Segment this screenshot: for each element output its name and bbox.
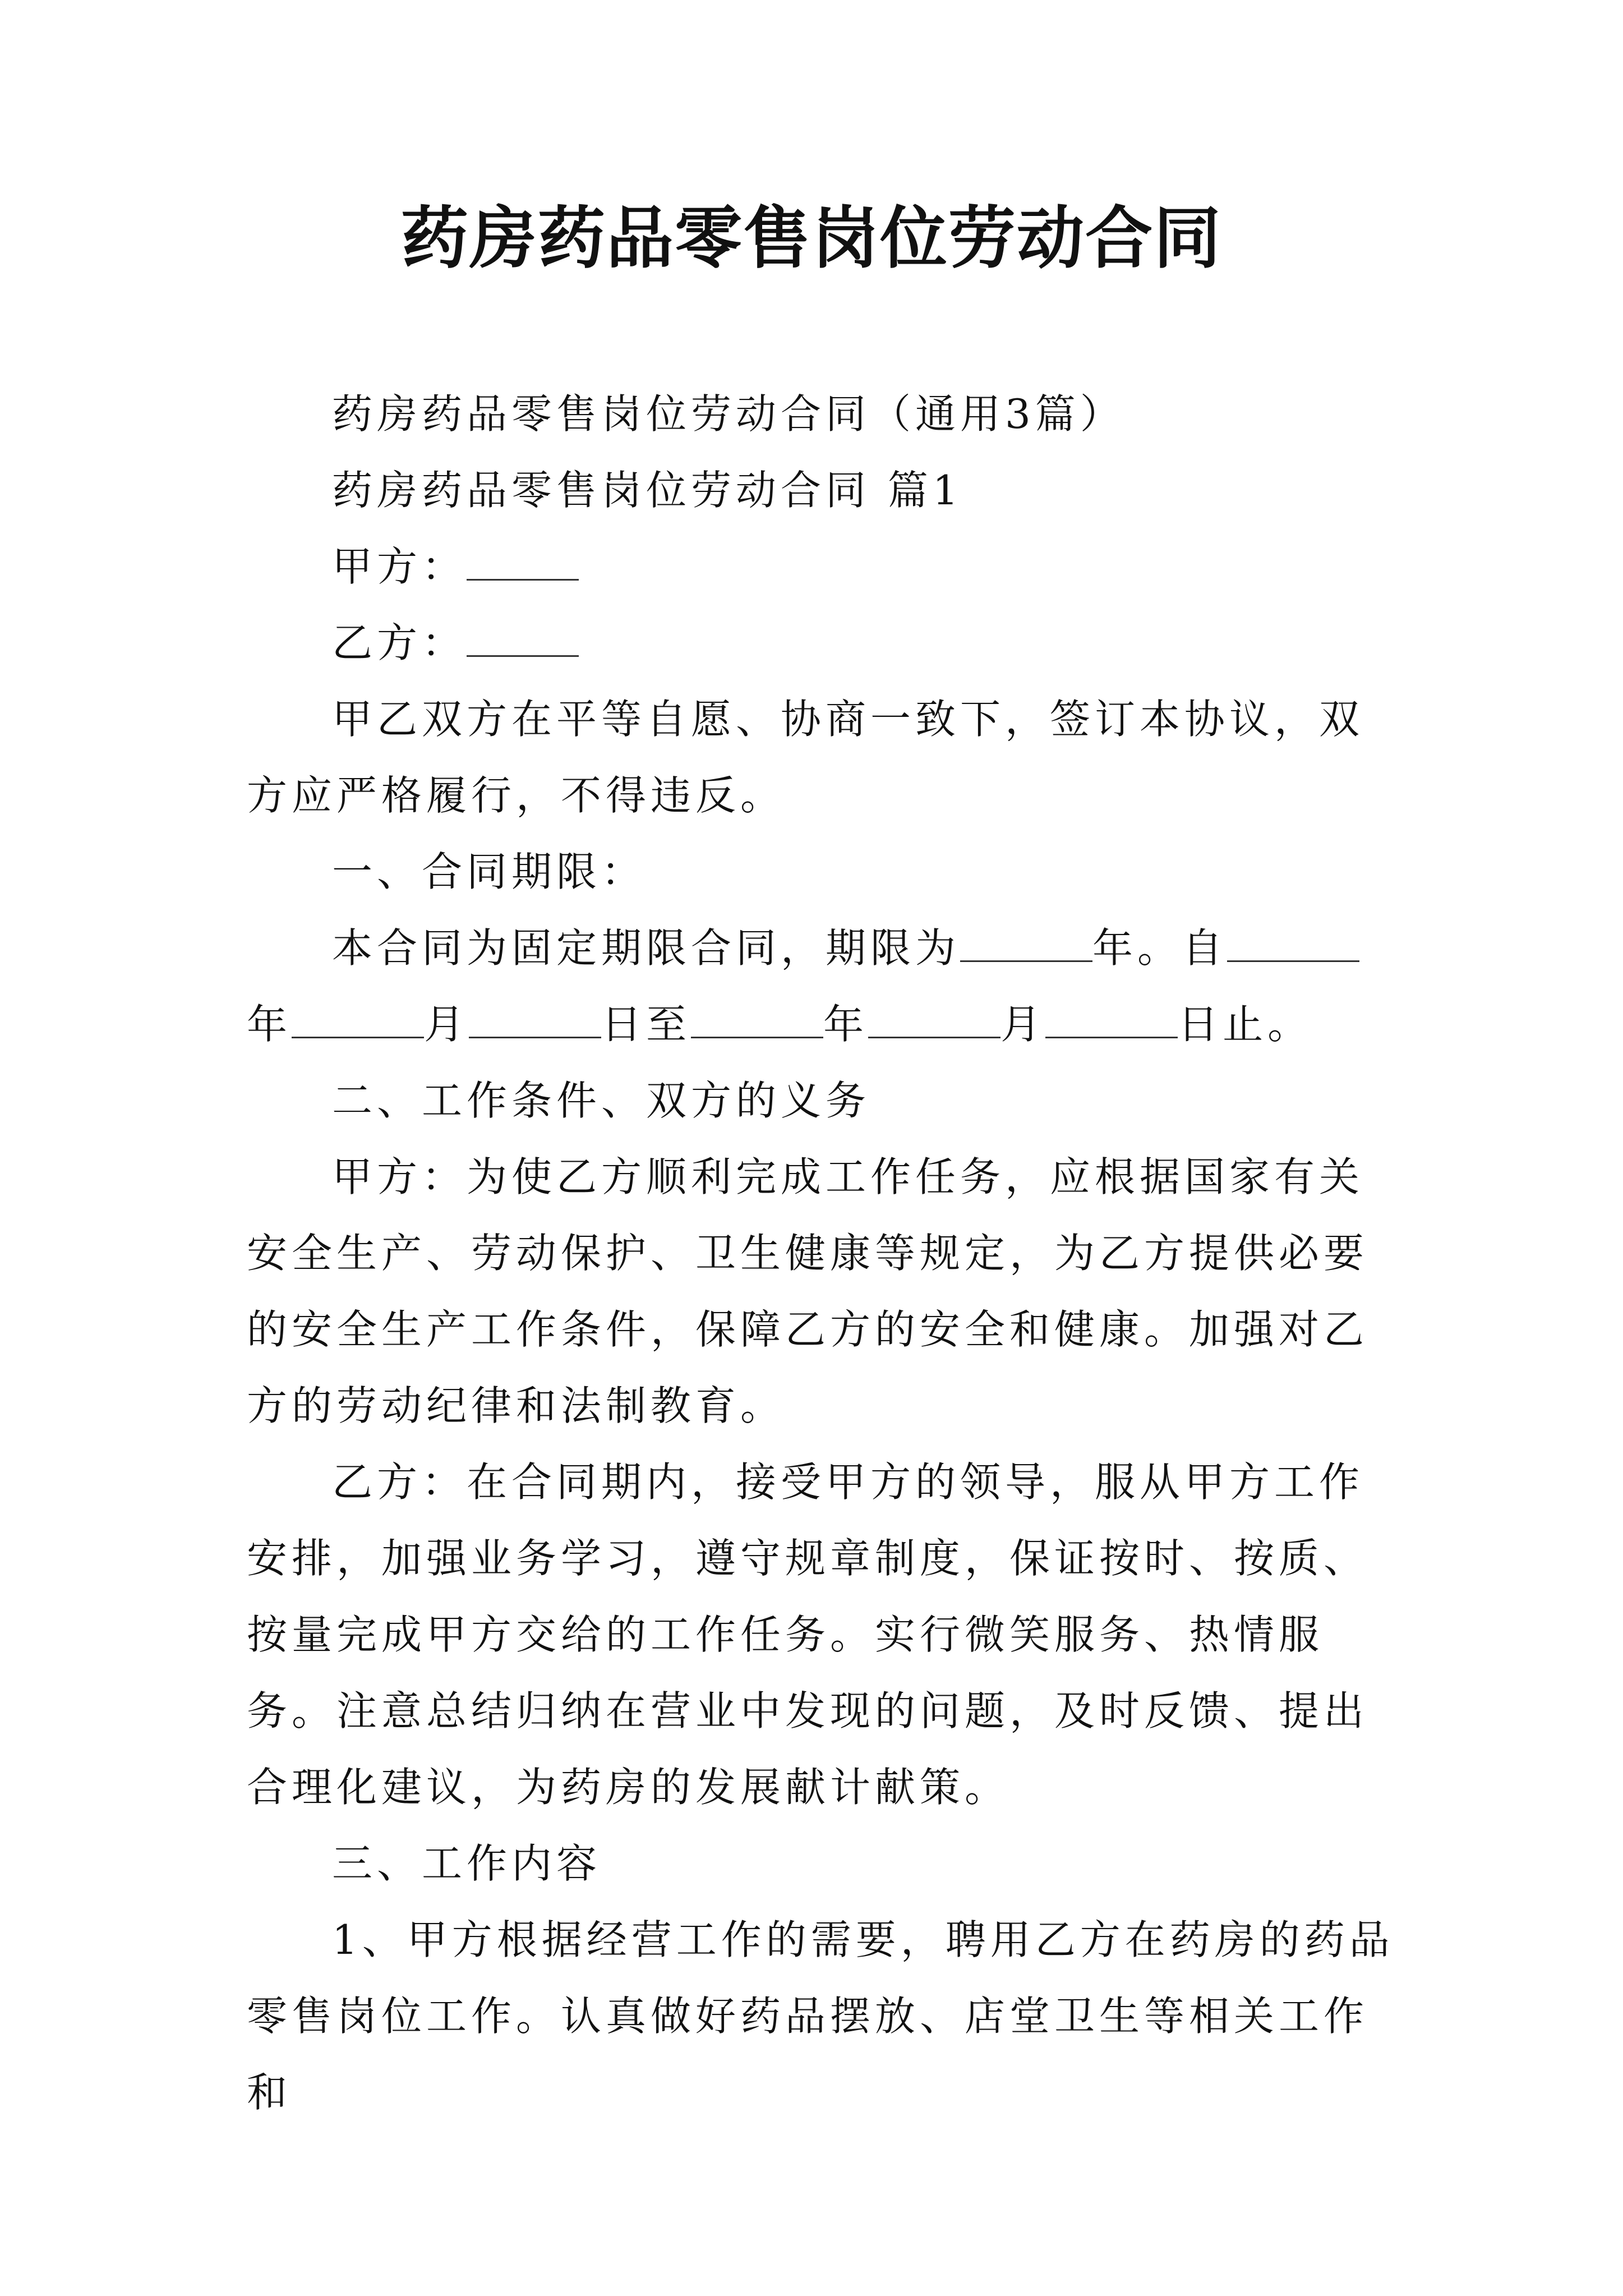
end-month-blank xyxy=(868,994,1000,1038)
intro-heading: 药房药品零售岗位劳动合同（通用3篇） xyxy=(332,390,1125,438)
end-month-unit: 月 xyxy=(1000,1001,1046,1048)
start-month-unit: 月 xyxy=(424,1001,469,1048)
term-prefix: 本合同为固定期限合同，期限为 xyxy=(332,924,961,972)
start-year-unit: 年 xyxy=(247,1001,292,1048)
party-a-duty-paragraph: 甲方：为使乙方顺利完成工作任务，应根据国家有关安全生产、劳动保护、卫生健康等规定，为乙方提供必要的安全生产工作条件，保障乙方的安全和健康。加强对乙方的劳动纪律和法制教育。 xyxy=(247,1153,1369,1429)
end-year-blank xyxy=(691,994,823,1038)
party-a-blank xyxy=(467,536,579,581)
document-body xyxy=(247,376,1396,2131)
start-month-blank xyxy=(292,994,424,1038)
part-heading: 药房药品零售岗位劳动合同 篇1 xyxy=(332,467,963,514)
term-paragraph xyxy=(247,910,1396,1062)
end-year-unit: 年 xyxy=(823,1001,869,1048)
section2-heading: 二、工作条件、双方的义务 xyxy=(332,1077,871,1124)
end-day-blank xyxy=(1045,994,1178,1038)
section1-heading: 一、合同期限： xyxy=(332,848,647,895)
start-day-blank xyxy=(469,994,601,1038)
item1-paragraph: 1、甲方根据经营工作的需要，聘用乙方在药房的药品零售岗位工作。认真做好药品摆放、店堂卫生等相关工作和 xyxy=(247,1916,1394,2116)
document-title: 药房药品零售岗位劳动合同 xyxy=(401,199,1222,278)
end-day-unit: 日止。 xyxy=(1178,1001,1313,1048)
party-a-label: 甲方： xyxy=(332,543,467,590)
party-a-line xyxy=(247,528,1396,605)
party-b-duty-paragraph: 乙方：在合同期内，接受甲方的领导，服从甲方工作安排，加强业务学习，遵守规章制度，保证按时、按质、按量完成甲方交给的工作任务。实行微笑服务、热情服务。注意总结归纳在营业中发现的问题，及时反馈、提出合理化建议，为药房的发展献计献策。 xyxy=(247,1458,1369,1811)
start-day-to: 日至 xyxy=(601,1001,691,1048)
preamble-paragraph: 甲乙双方在平等自愿、协商一致下，签订本协议，双方应严格履行，不得违反。 xyxy=(247,696,1364,819)
party-b-label: 乙方： xyxy=(332,619,467,666)
term-years-blank xyxy=(960,918,1092,962)
start-year-blank xyxy=(1227,918,1359,962)
section3-heading: 三、工作内容 xyxy=(332,1840,602,1887)
party-b-blank xyxy=(467,613,579,657)
party-b-line xyxy=(247,605,1396,681)
term-years-unit: 年。自 xyxy=(1092,924,1228,972)
